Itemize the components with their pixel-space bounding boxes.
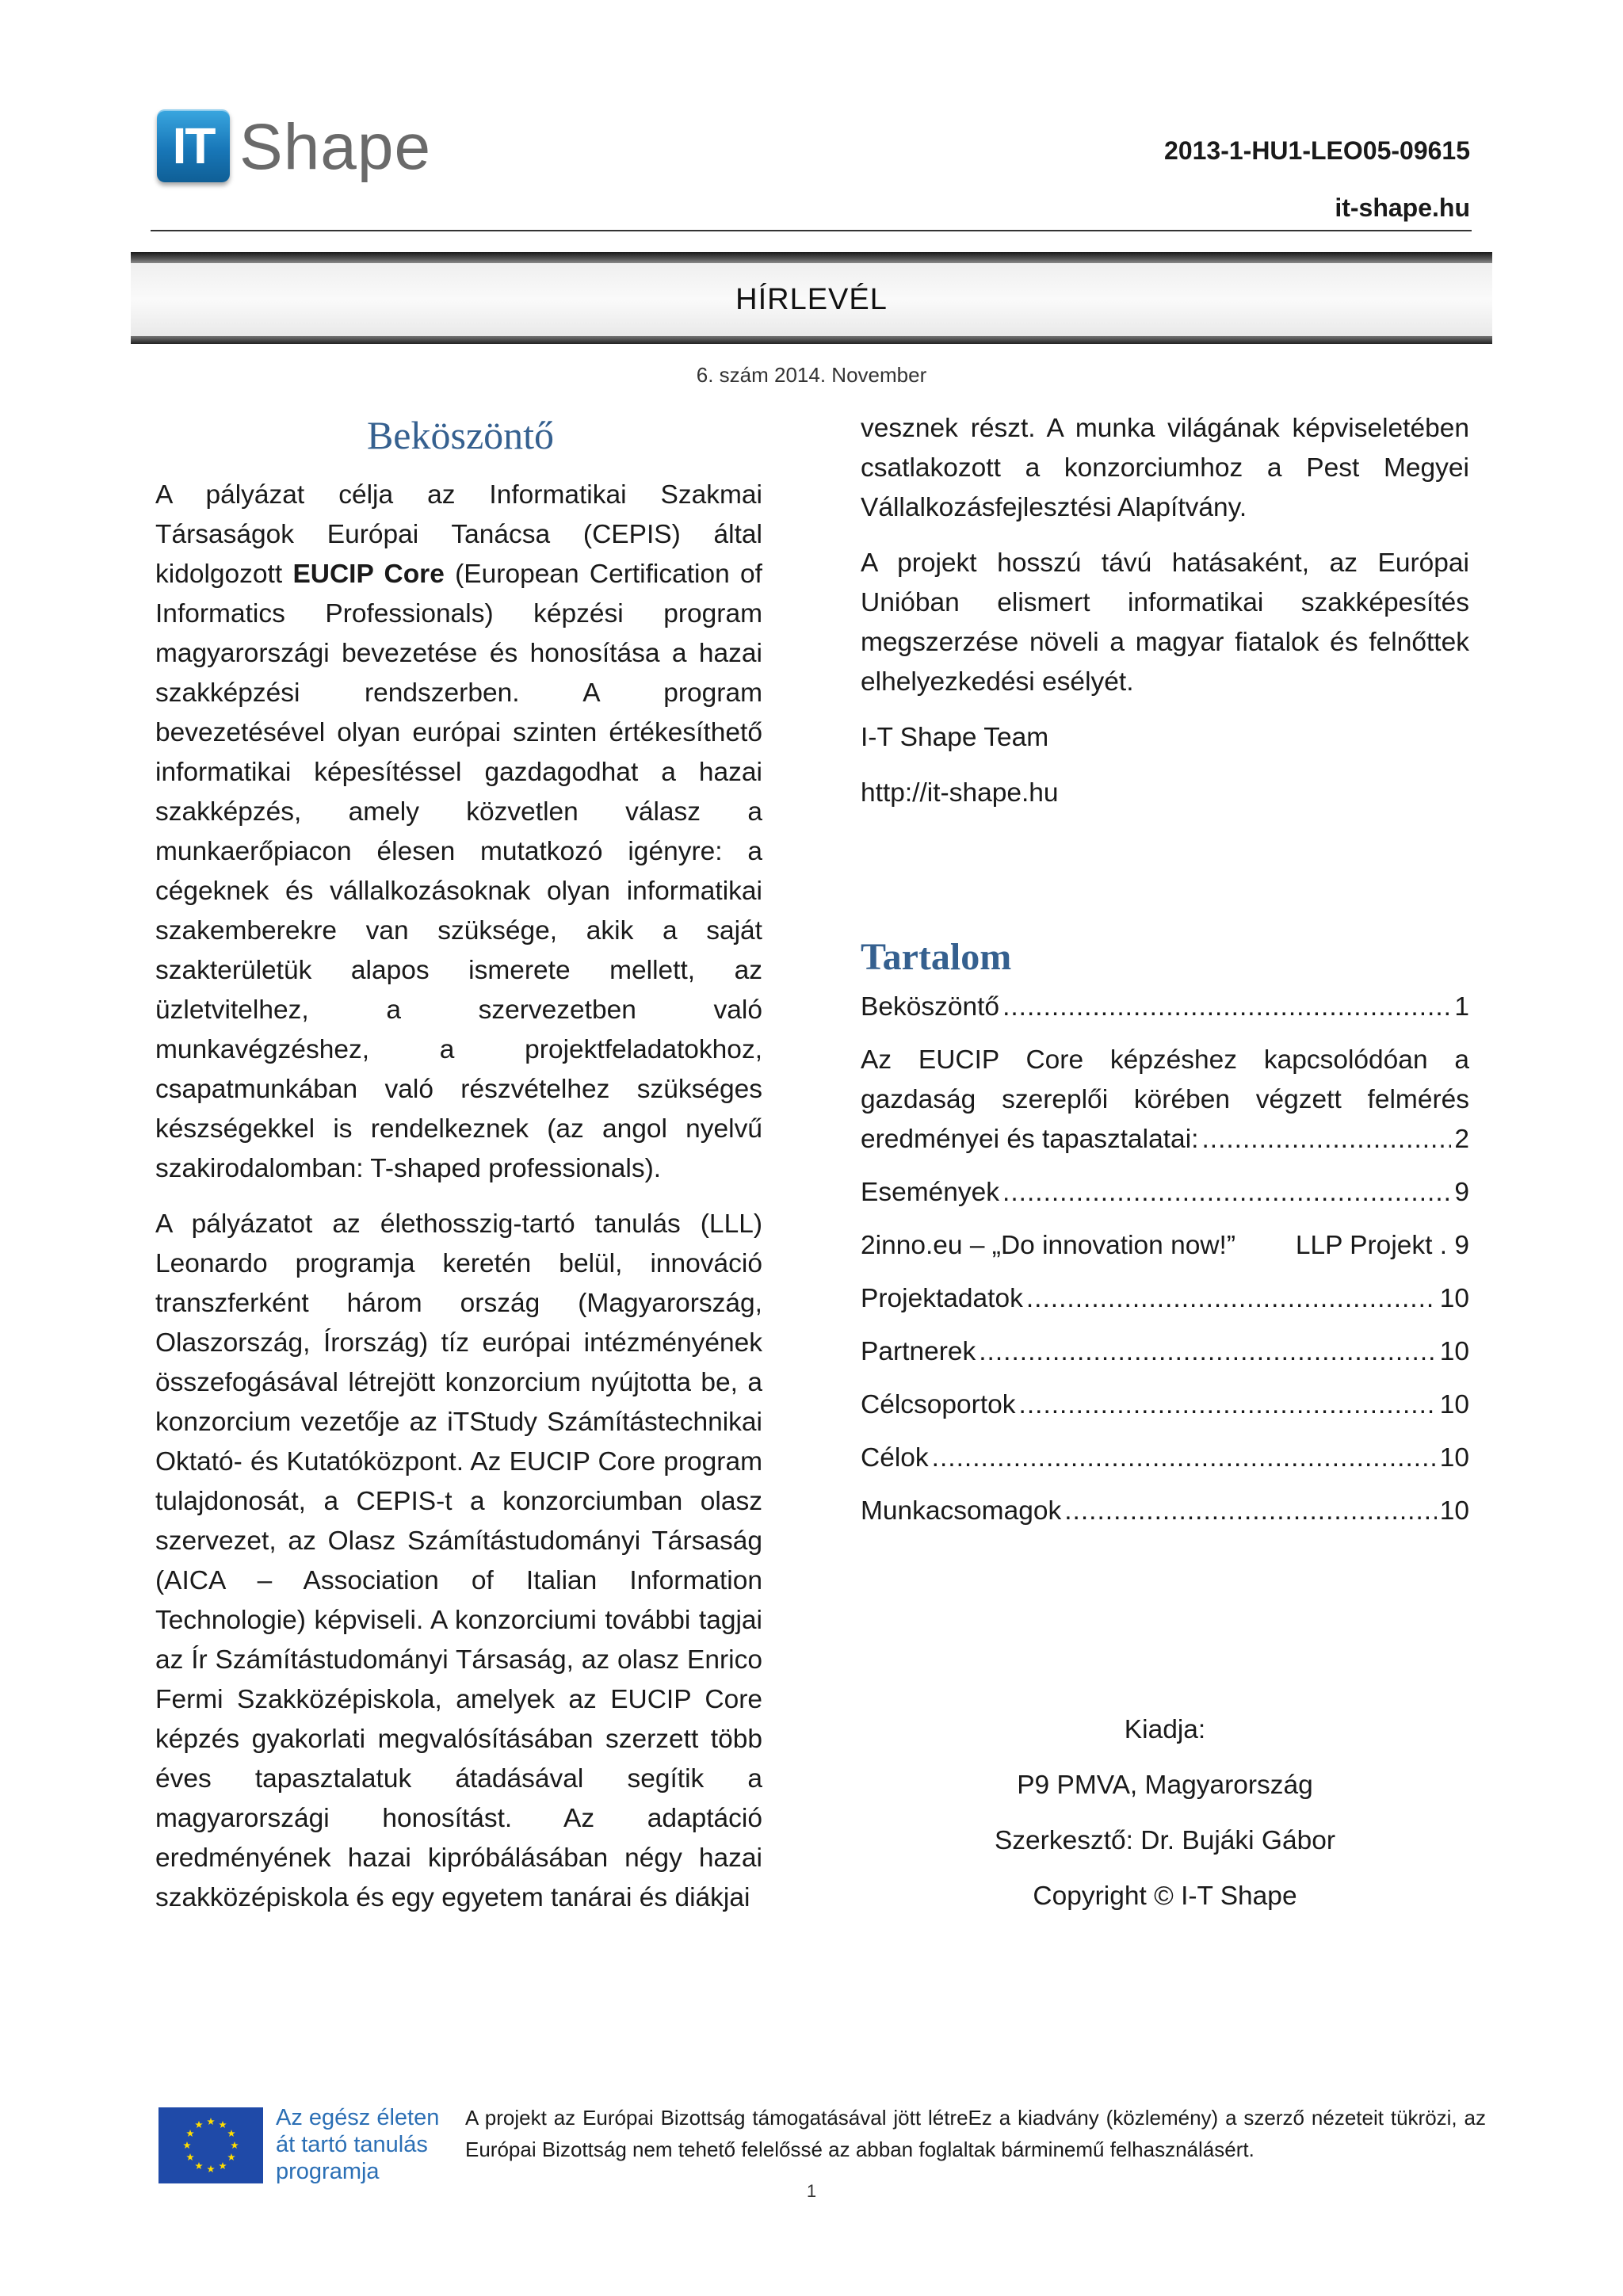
toc-entry-celok[interactable]: Célok ..... 10 [861, 1438, 1469, 1478]
eu-lifelong-learning-logo [158, 2104, 452, 2188]
toc-entry-projektadatok[interactable]: Projektadatok ..... 10 [861, 1279, 1469, 1319]
welcome-paragraph-3: vesznek részt. A munka világának képviseletében csatlakozott a konzorciumhoz a Pest Megyei Vállalkozásfejlesztési Alapítvány. [861, 414, 1469, 522]
publisher-org: P9 PMVA, Magyarország [1017, 1771, 1313, 1800]
team-signature: I-T Shape Team [861, 723, 1049, 752]
welcome-heading: Beköszöntő [366, 413, 555, 457]
toc-entry-felmeres[interactable]: Az EUCIP Core képzéshez kapcsolódóan a gazdaság szereplői körében végzett felmérés eredményei és tapasztalatai: ..... 2 [861, 1041, 1469, 1159]
project-code: 2013-1-HU1-LEO05-09615 [1164, 136, 1470, 165]
toc-entry-munkacsomagok[interactable]: Munkacsomagok ..... 10 [861, 1492, 1469, 1531]
right-column [861, 409, 1469, 829]
page-number: 1 [806, 2181, 817, 2201]
it-shape-logo [151, 101, 432, 197]
toc-entry-esemenyek[interactable]: Események ..... 9 [861, 1173, 1469, 1213]
publisher-copyright: Copyright © I-T Shape [1033, 1881, 1297, 1911]
newsletter-banner [131, 252, 1492, 344]
eucip-core-bold: EUCIP Core [292, 560, 445, 589]
toc-entry-bekoszonto[interactable]: Beköszöntő ..... 1 [861, 988, 1469, 1027]
publisher-block [861, 1710, 1469, 1932]
team-url-link[interactable]: http://it-shape.hu [861, 778, 1059, 808]
welcome-paragraph-2: A pályázatot az élethosszig-tartó tanulás (LLL) Leonardo programja keretén belül, innováció transzferként három ország (Magyarország, Olaszország, Írország) tíz európai intézményének összefogásával létrejött konzorcium nyújtotta be, a konzorcium vezetője az iTStudy Számítástechnikai Oktató- és Kutatóközpont. Az EUCIP Core program tulajdonosát, a CEPIS-t a konzorciumban olasz szervezet, az Olasz Számítástudományi Társaság (AICA – Association of Italian Information Technologie) képviseli. A konzorciumi további tagjai az Ír Számítástudományi Társaság, az olasz Enrico Fermi Szakközépiskola, amelyek az EUCIP Core képzés gyakorlati megvalósításában szerzett több éves tapasztalatuk átadásával segítik a magyarországi honosítást. Az adaptáció eredményének hazai kipróbálásában négy hazai szakközépiskola és egy egyetem tanárai és diákjai [155, 1209, 762, 1912]
welcome-paragraph-4: A projekt hosszú távú hatásaként, az Európai Unióban elismert informatikai szakképesítés megszerzése növeli a magyar fiatalok és felnőttek elhelyezkedési esélyét. [861, 548, 1469, 697]
eu-flag-icon [158, 2107, 263, 2183]
eu-disclaimer: A projekt az Európai Bizottság támogatásával jött létreEz a kiadvány (közlemény) a szerző nézeteit tükrözi, az Európai Bizottság nem tehető felelőssé az abban foglaltak bárminemű felhasználásért. [465, 2106, 1486, 2161]
table-of-contents [861, 988, 1469, 1545]
publisher-label: Kiadja: [1124, 1715, 1206, 1744]
toc-entry-partnerek[interactable]: Partnerek ..... 10 [861, 1332, 1469, 1372]
left-column [155, 476, 762, 1934]
welcome-paragraph-1: A pályázat célja az Informatikai Szakmai Társaságok Európai Tanácsa (CEPIS) által kidolgozott EUCIP Core (European Certification of Informatics Professionals) képzési program magyarországi bevezetése és honosítása a hazai szakképzési rendszerben. A program bevezetésével olyan európai szinten értékesíthető informatikai képesítéssel gazdagodhat a hazai szakképzés, amely közvetlen válasz a munkaerőpiacon élesen mutatkozó igényre: a cégeknek és vállalkozásoknak olyan informatikai szakemberekre van szüksége, akik a saját szakterületük alapos ismerete mellett, az üzletvitelhez, a szervezetben való munkavégzéshez, a projektfeladatokhoz, csapatmunkában való részvételhez szükséges készségekkel is rendelkeznek (az angol nyelvű szakirodalomban: T-shaped professionals). [155, 480, 762, 1183]
header-divider [151, 230, 1472, 231]
eu-programme-text: Az egész életen át tartó tanulás programja [276, 2105, 440, 2184]
logo-wordmark: Shape [239, 111, 432, 183]
publisher-editor: Szerkesztő: Dr. Bujáki Gábor [994, 1826, 1336, 1855]
issue-info: 6. szám 2014. November [696, 363, 927, 387]
logo-it-box: IT [157, 109, 230, 182]
toc-entry-celcsoportok[interactable]: Célcsoportok ..... 10 [861, 1385, 1469, 1425]
contents-heading: Tartalom [861, 936, 1012, 978]
site-url[interactable]: it-shape.hu [1335, 193, 1470, 222]
banner-title: HÍRLEVÉL [735, 283, 888, 316]
toc-entry-2inno[interactable]: 2inno.eu – „Do innovation now!” LLP Projekt . 9 [861, 1231, 1469, 1260]
